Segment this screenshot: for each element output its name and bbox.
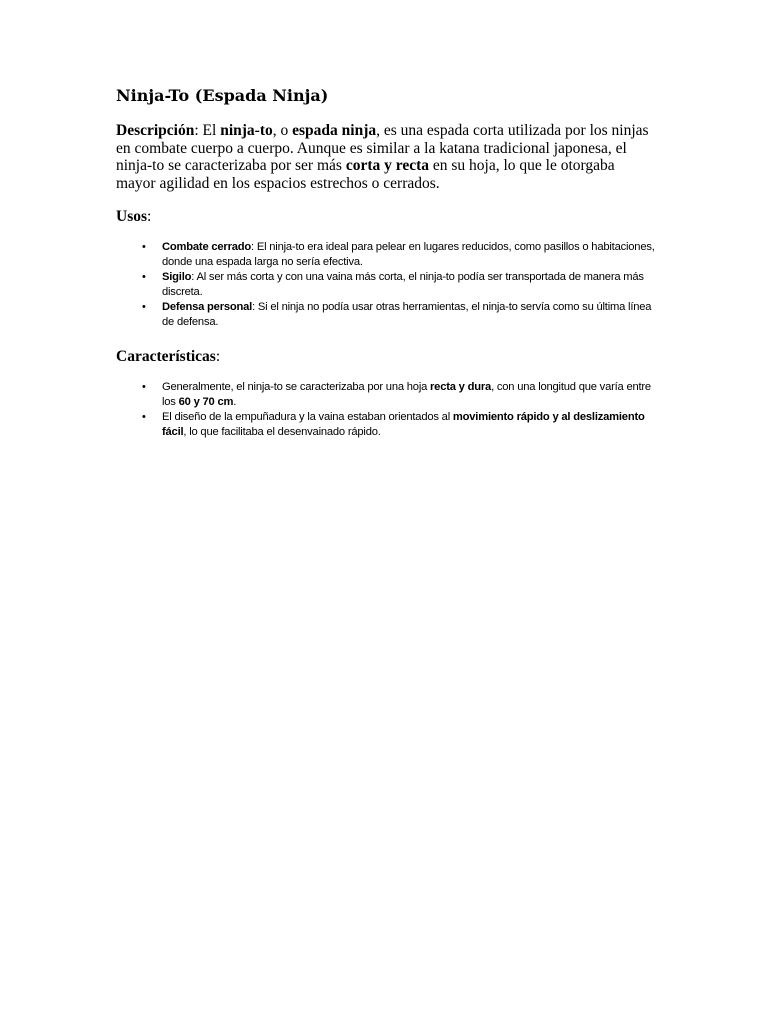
caracteristicas-heading — [116, 348, 656, 366]
list-item-term: movimiento rápido y al deslizamiento fácil — [162, 411, 645, 439]
description-bold-term: ninja-to — [220, 122, 273, 139]
caracteristicas-list — [116, 380, 656, 440]
description-text: , o — [272, 122, 293, 139]
document-title: Ninja-To (Espada Ninja) — [116, 86, 329, 105]
list-item — [116, 300, 662, 330]
bullet-icon: • — [142, 411, 146, 424]
usos-list — [116, 240, 656, 330]
bullet-icon: • — [142, 241, 146, 254]
list-item-term: Defensa personal — [162, 301, 253, 314]
description-paragraph — [116, 122, 656, 192]
heading-colon: : — [215, 348, 221, 366]
bullet-icon: • — [142, 381, 146, 394]
caracteristicas-heading-label: Características — [116, 348, 216, 366]
list-item-text: : Si el ninja no podía usar otras herramientas, el ninja-to servía como su última línea de defensa. — [162, 301, 652, 329]
heading-colon: : — [147, 208, 152, 226]
list-item — [116, 240, 662, 270]
list-item — [116, 380, 662, 410]
description-text: en su hoja, lo que le otorgaba mayor agilidad en los espacios estrechos o cerrados. — [116, 157, 615, 192]
description-bold-term: espada ninja — [292, 122, 377, 139]
list-item-text: Generalmente, el ninja-to se caracterizaba por una hoja — [162, 381, 431, 394]
list-item-term: 60 y 70 cm — [178, 396, 234, 409]
list-item — [116, 410, 662, 440]
bullet-icon: • — [142, 271, 146, 284]
list-item-text: , con una longitud que varía entre los — [162, 381, 651, 409]
list-item-term: recta y dura — [430, 381, 492, 394]
list-item-term: Sigilo — [162, 271, 192, 284]
description-label: Descripción — [116, 122, 195, 139]
description-text: : El — [194, 122, 221, 139]
bullet-icon: • — [142, 301, 146, 314]
description-text: , es una espada corta utilizada por los ninjas en combate cuerpo a cuerpo. Aunque es similar a la katana tradicional japonesa, el ninja-to se caracterizaba por ser más — [116, 122, 649, 175]
list-item-term: Combate cerrado — [162, 241, 252, 254]
list-item-text: El diseño de la empuñadura y la vaina estaban orientados al — [162, 411, 453, 424]
list-item-text: : Al ser más corta y con una vaina más corta, el ninja-to podía ser transportada de manera más discreta. — [162, 271, 644, 299]
description-bold-term: corta y recta — [345, 157, 430, 175]
list-item-text: : El ninja-to era ideal para pelear en lugares reducidos, como pasillos o habitaciones, donde una espada larga no sería efectiva. — [162, 241, 655, 269]
usos-heading-label: Usos — [116, 208, 148, 226]
list-item-text: , lo que facilitaba el desenvainado rápido. — [183, 426, 381, 439]
list-item-text: . — [233, 396, 237, 409]
usos-heading — [116, 208, 656, 226]
document-page — [116, 86, 656, 440]
list-item — [116, 270, 662, 300]
